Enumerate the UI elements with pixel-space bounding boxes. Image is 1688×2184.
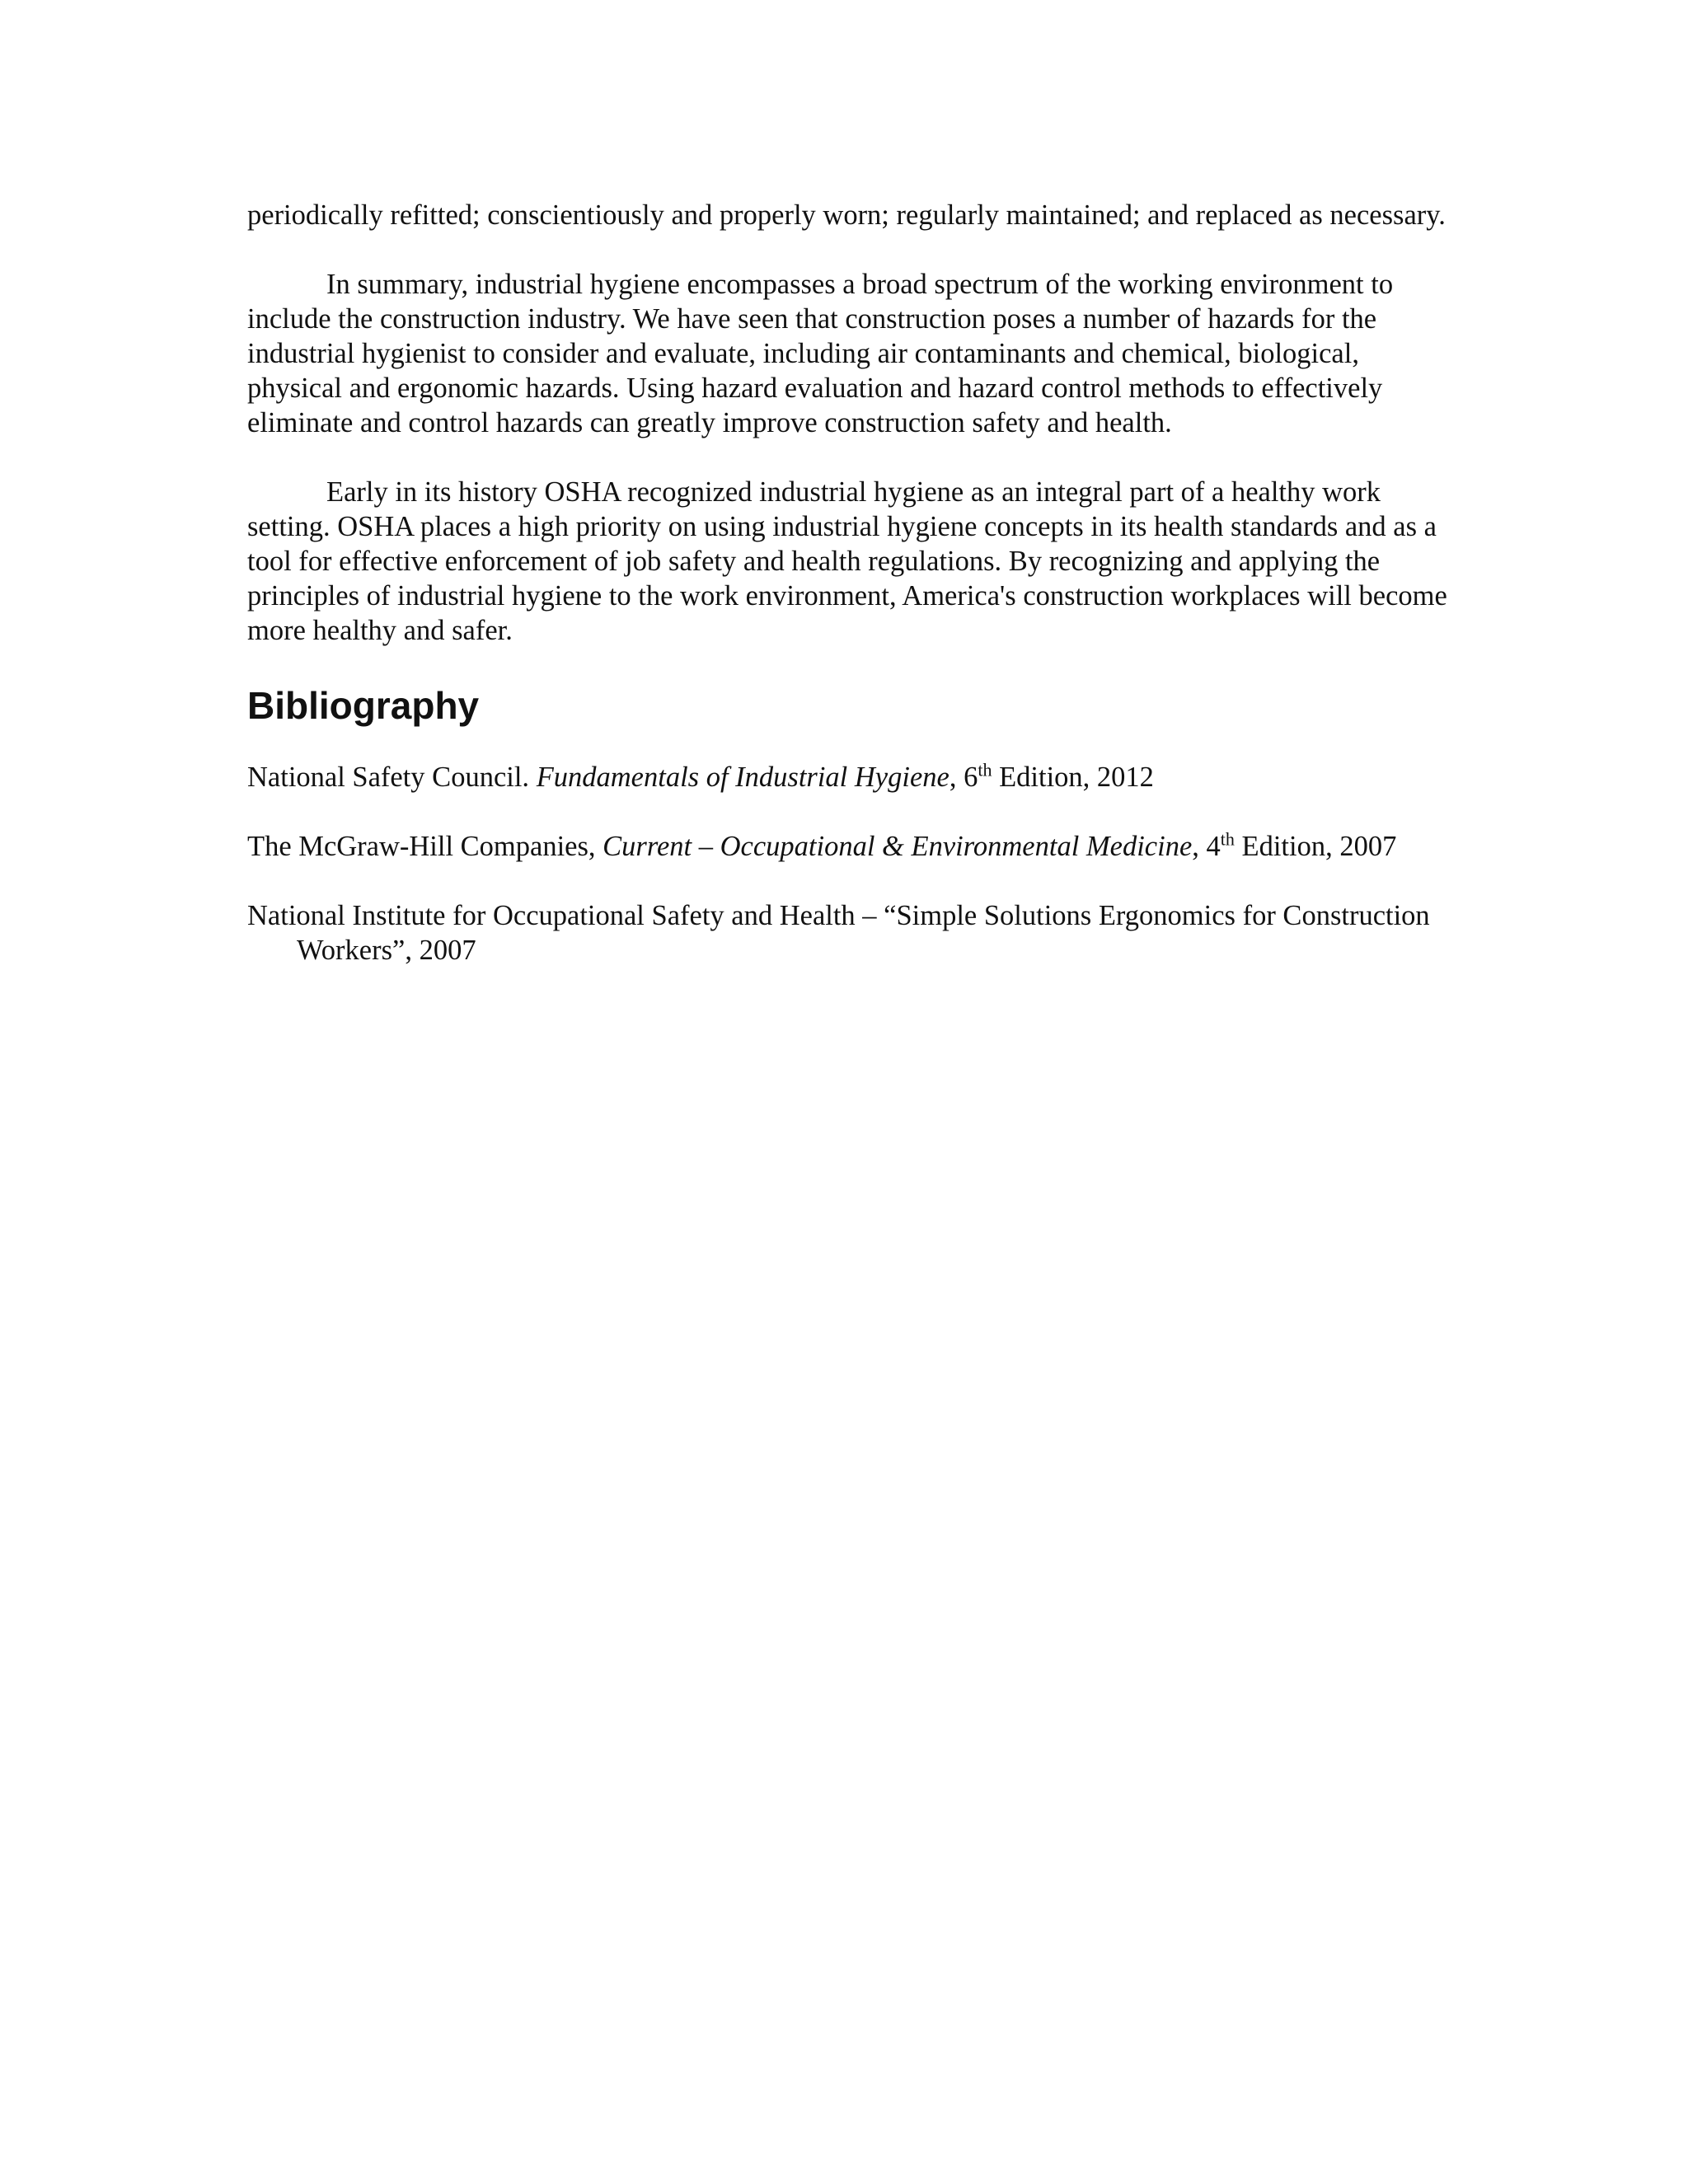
bib-edition-rest: Edition, 2012 (992, 762, 1154, 793)
bib-author: National Safety Council. (247, 762, 537, 793)
bib-title: Current – Occupational & Environmental Medicine (603, 831, 1193, 862)
bibliography-entry-2 (247, 829, 1451, 864)
bib-edition-rest: Edition, 2007 (1234, 831, 1397, 862)
bib-edition-number: 6 (964, 762, 978, 793)
bib-title: Fundamentals of Industrial Hygiene (536, 762, 950, 793)
page-content (247, 198, 1451, 1002)
bib-edition-suffix: th (1220, 828, 1235, 850)
bib-edition-number: 4 (1206, 831, 1221, 862)
bib-author: The McGraw-Hill Companies, (247, 831, 603, 862)
bibliography-heading: Bibliography (247, 684, 480, 727)
bibliography-entry-1 (247, 760, 1451, 794)
bib-separator: , (1192, 831, 1207, 862)
bib-edition-suffix: th (978, 759, 992, 780)
body-paragraph-1: periodically refitted; conscientiously and properly worn; regularly maintained; and replaced as necessary. (247, 199, 1446, 231)
bibliography-entry-3: National Institute for Occupational Safety and Health – “Simple Solutions Ergonomics for Construction Workers”, 2007 (247, 900, 1430, 966)
body-paragraph-2: In summary, industrial hygiene encompasses a broad spectrum of the working environment to include the construction industry. We have seen that construction poses a number of hazards for the industrial hygienist to consider and evaluate, including air contaminants and chemical, biological, physical and ergonomic hazards. Using hazard evaluation and hazard control methods to effectively eliminate and control hazards can greatly improve construction safety and health. (247, 269, 1394, 438)
body-paragraph-3: Early in its history OSHA recognized industrial hygiene as an integral part of a healthy work setting. OSHA places a high priority on using industrial hygiene concepts in its health standards and as a tool for effective enforcement of job safety and health regulations. By recognizing and applying the principles of industrial hygiene to the work environment, America's construction workplaces will become more healthy and safer. (247, 476, 1447, 646)
bib-separator: , (949, 762, 964, 793)
